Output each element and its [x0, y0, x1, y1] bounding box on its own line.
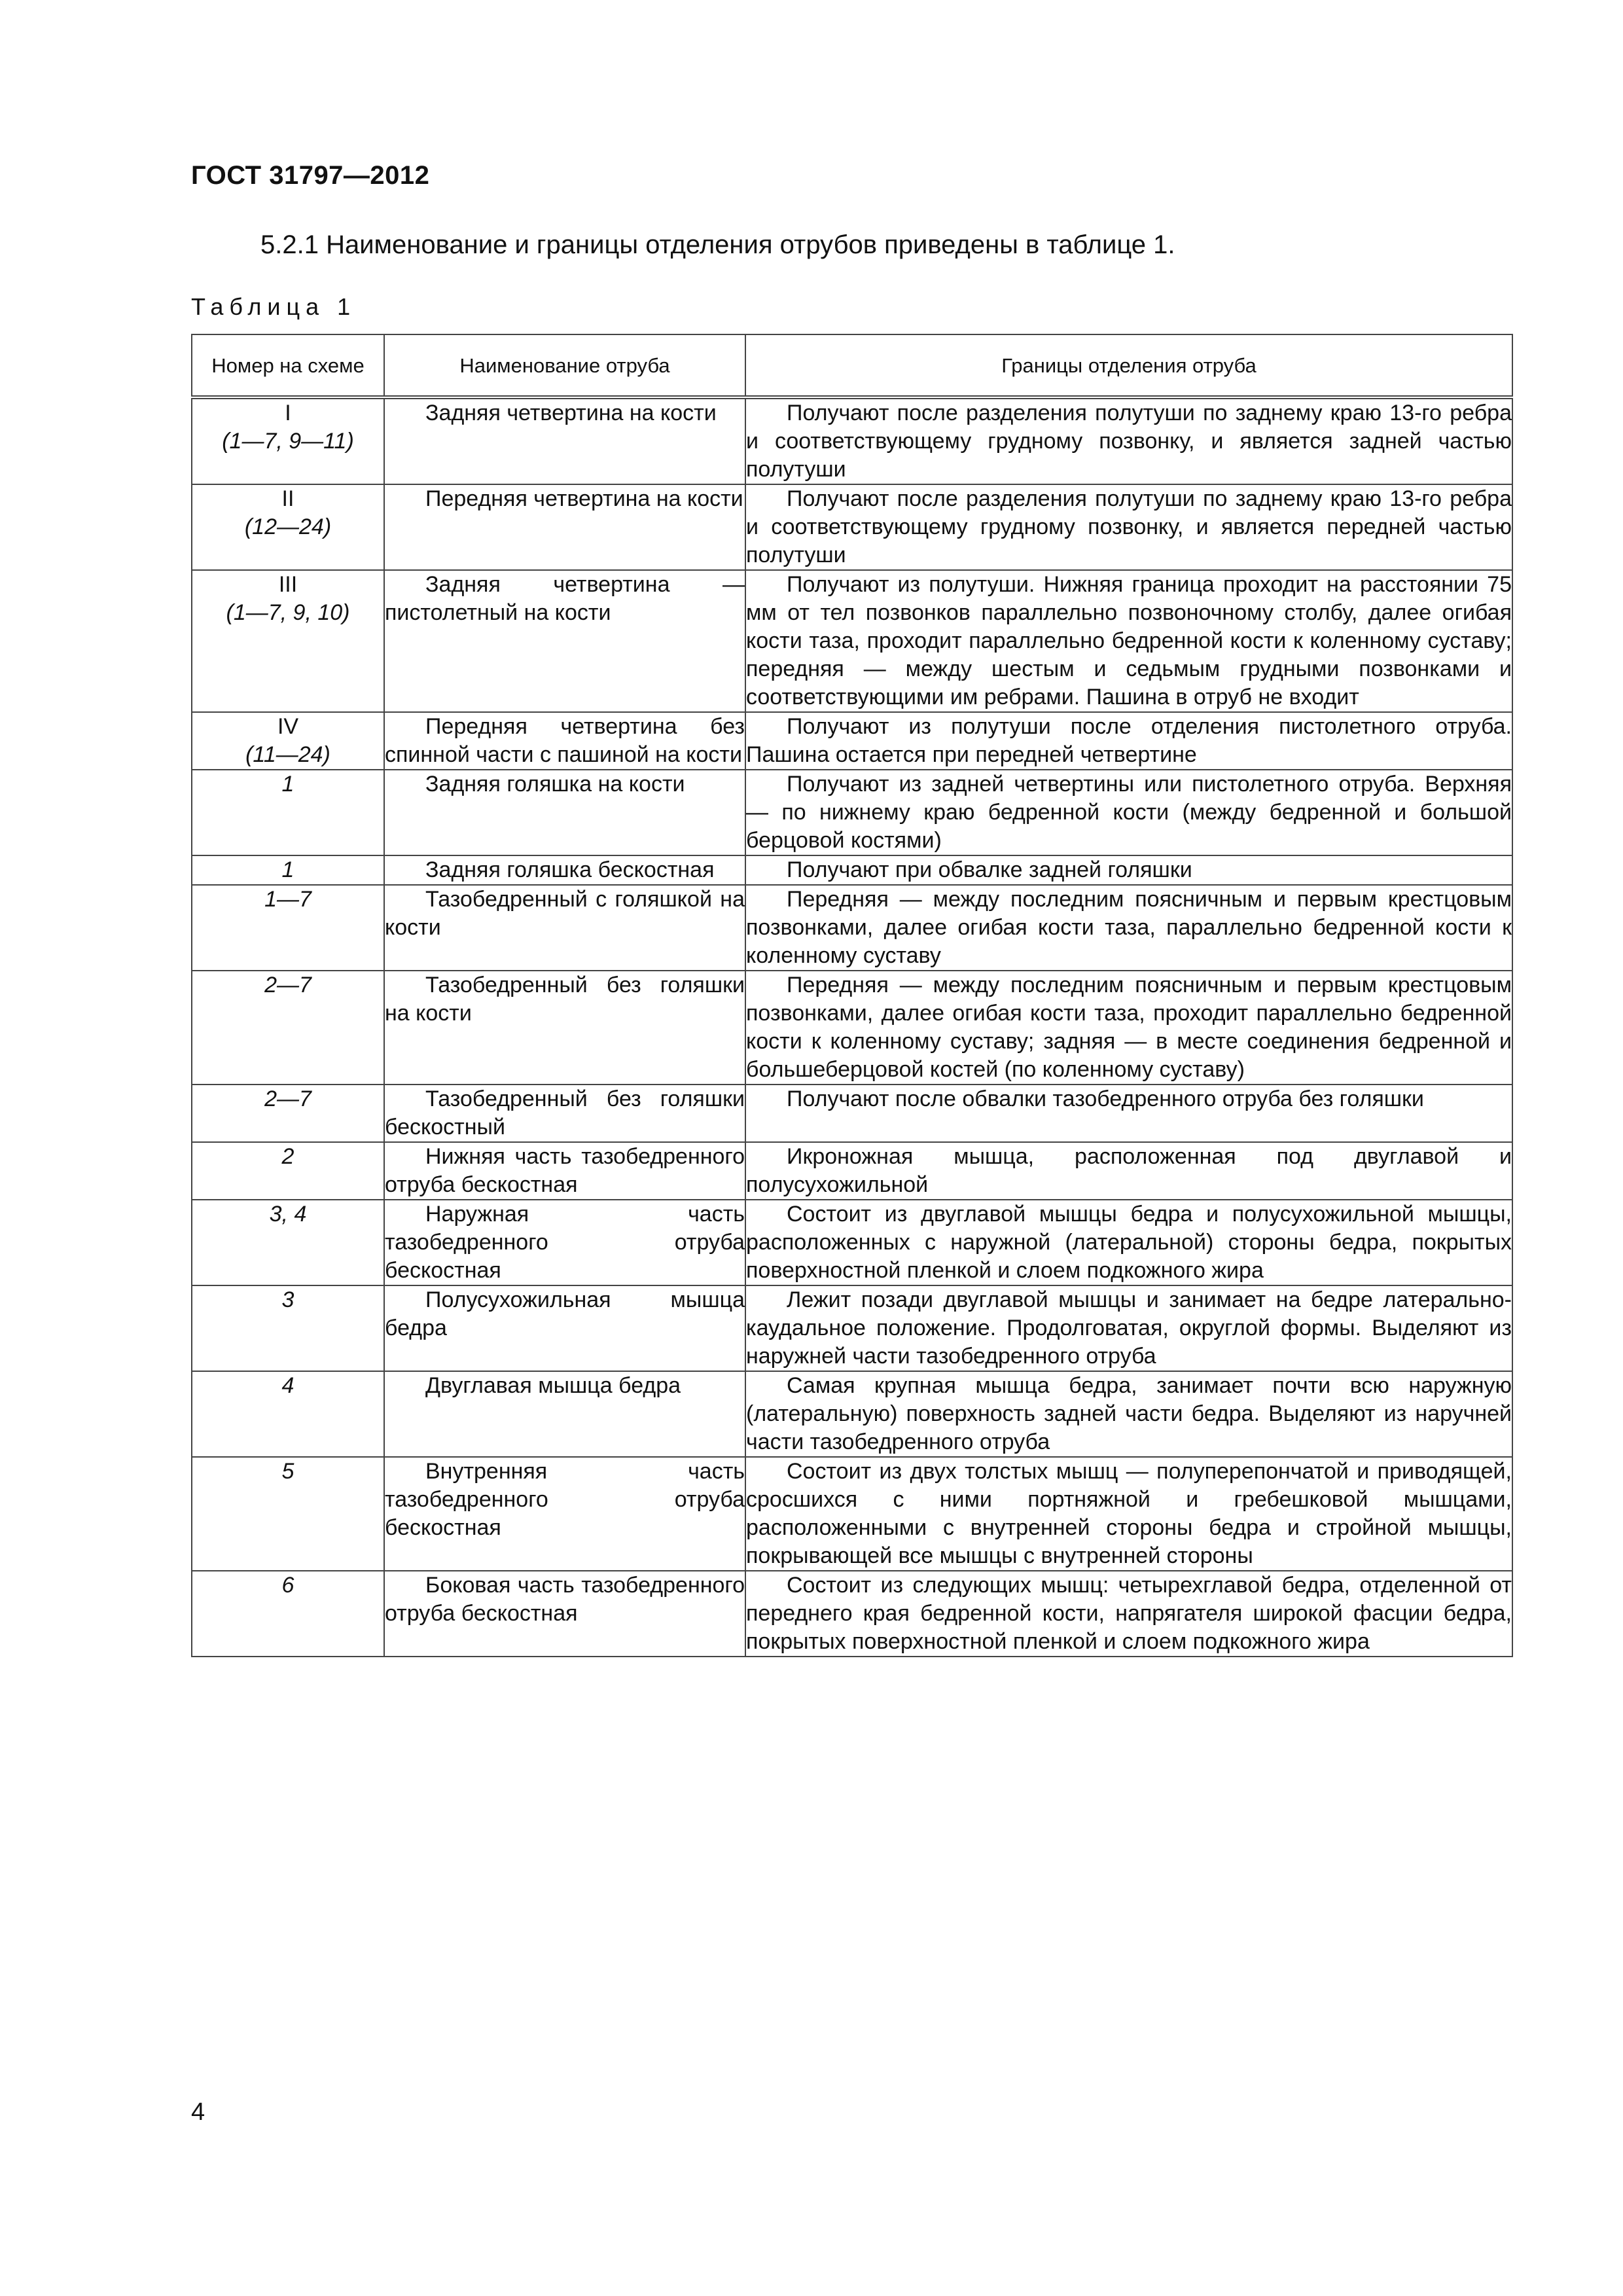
scheme-number-cell: [192, 885, 384, 971]
table-row: [192, 712, 1512, 770]
table-caption: Таблица 1: [191, 293, 357, 320]
cut-boundaries-cell: Состоит из двух толстых мышц — полуперепончатой и приводящей, сросшихся с ними портняжной и гребешковой мышцами, расположенными с внутренней стороны бедра и стройной мышцы, покрывающей все мышцы с внутренней стороны: [745, 1457, 1512, 1571]
cut-name-cell: Передняя четвертина на кости: [384, 484, 745, 570]
table-row: [192, 570, 1512, 712]
cut-boundaries-cell: Получают после разделения полутуши по заднему краю 13-го ребра и соответствующему грудному позвонку, и является передней частью полутуши: [745, 484, 1512, 570]
cut-boundaries-cell: Получают из полутуши. Нижняя граница проходит на расстоянии 75 мм от тел позвонков параллельно позвоночному столбу, далее огибая кости таза, проходит параллельно бедренной кости к коленному суставу; передняя — между шестым и седьмым грудными позвонками и соответствующими им ребрами. Пашина в отруб не входит: [745, 570, 1512, 712]
scheme-number-cell: [192, 1285, 384, 1371]
cut-name-cell: Задняя четвертина — пистолетный на кости: [384, 570, 745, 712]
document-header: ГОСТ 31797—2012: [191, 161, 430, 190]
table-body: [192, 397, 1512, 1657]
scheme-number-cell: [192, 1571, 384, 1657]
table-row: [192, 1457, 1512, 1571]
cut-boundaries-cell: Получают из полутуши после отделения пистолетного отруба. Пашина остается при передней четвертине: [745, 712, 1512, 770]
cut-boundaries-cell: Передняя — между последним поясничным и первым крестцовым позвонками, далее огибая кости таза, параллельно бедренной кости к коленному суставу: [745, 885, 1512, 971]
table-row: [192, 1142, 1512, 1200]
cut-name-cell: Тазобедренный без голяшки на кости: [384, 971, 745, 1085]
scheme-number-cell: [192, 484, 384, 570]
table-row: [192, 1085, 1512, 1142]
cut-name-cell: Передняя четвертина без спинной части с пашиной на кости: [384, 712, 745, 770]
table-row: [192, 971, 1512, 1085]
table-row: [192, 397, 1512, 484]
scheme-number: 1—7: [264, 887, 312, 912]
table-header-row: [192, 334, 1512, 397]
column-header-boundaries: Границы отделения отруба: [745, 334, 1512, 397]
cut-name-cell: Задняя четвертина на кости: [384, 397, 745, 484]
scheme-number-cell: [192, 971, 384, 1085]
cuts-table: [191, 334, 1513, 1657]
cut-name-cell: Нижняя часть тазобедренного отруба бескостная: [384, 1142, 745, 1200]
cut-boundaries-cell: Получают из задней четвертины или пистолетного отруба. Верхняя — по нижнему краю бедренной кости (между бедренной и большой берцовой костями): [745, 770, 1512, 855]
cut-name-cell: Задняя голяшка на кости: [384, 770, 745, 855]
scheme-number: 1: [281, 857, 294, 882]
roman-numeral: II: [281, 486, 294, 511]
cut-name-cell: Внутренняя часть тазобедренного отруба бескостная: [384, 1457, 745, 1571]
scheme-number: 2—7: [264, 973, 312, 997]
scheme-number-cell: [192, 712, 384, 770]
cut-name-cell: Задняя голяшка бескостная: [384, 855, 745, 885]
table-row: [192, 484, 1512, 570]
column-header-name: Наименование отруба: [384, 334, 745, 397]
cut-name-cell: Двуглавая мышца бедра: [384, 1371, 745, 1457]
roman-numeral: III: [278, 572, 298, 597]
scheme-number-cell: [192, 1457, 384, 1571]
scheme-number: 2—7: [264, 1086, 312, 1111]
scheme-number: 6: [281, 1573, 294, 1598]
cut-name-cell: Тазобедренный с голяшкой на кости: [384, 885, 745, 971]
scheme-number-cell: [192, 1142, 384, 1200]
cut-boundaries-cell: Передняя — между последним поясничным и первым крестцовым позвонками, далее огибая кости таза, проходит параллельно бедренной кости к коленному суставу; задняя — в месте соединения бедренной и большеберцовой костей (по коленному суставу): [745, 971, 1512, 1085]
cut-boundaries-cell: Получают после разделения полутуши по заднему краю 13-го ребра и соответствующему грудному позвонку, и является задней частью полутуши: [745, 397, 1512, 484]
cut-boundaries-cell: Самая крупная мышца бедра, занимает почти всю наружную (латеральную) поверхность задней части бедра. Выделяют из наручней части тазобедренного отруба: [745, 1371, 1512, 1457]
scheme-number-cell: [192, 855, 384, 885]
scheme-number: 3: [281, 1287, 294, 1312]
cut-boundaries-cell: Получают после обвалки тазобедренного отруба без голяшки: [745, 1085, 1512, 1142]
table-row: [192, 855, 1512, 885]
scheme-number-cell: [192, 1371, 384, 1457]
cut-boundaries-cell: Лежит позади двуглавой мышцы и занимает на бедре латерально-каудальное положение. Продолговатая, округлой формы. Выделяют из наружней части тазобедренного отруба: [745, 1285, 1512, 1371]
intro-paragraph: 5.2.1 Наименование и границы отделения отрубов приведены в таблице 1.: [260, 230, 1175, 259]
table-row: [192, 770, 1512, 855]
cut-boundaries-cell: Состоит из следующих мышц: четырехглавой бедра, отделенной от переднего края бедренной кости, напрягателя широкой фасции бедра, покрытых поверхностной пленкой и слоем подкожного жира: [745, 1571, 1512, 1657]
cut-boundaries-cell: Икроножная мышца, расположенная под двуглавой и полусухожильной: [745, 1142, 1512, 1200]
scheme-number: 5: [281, 1459, 294, 1484]
scheme-number: (1—7, 9—11): [222, 429, 354, 454]
cut-name-cell: Боковая часть тазобедренного отруба бескостная: [384, 1571, 745, 1657]
cut-name-cell: Тазобедренный без голяшки бескостный: [384, 1085, 745, 1142]
scheme-number: 4: [281, 1373, 294, 1398]
cut-name-cell: Полусухожильная мышца бедра: [384, 1285, 745, 1371]
table-row: [192, 1285, 1512, 1371]
table-row: [192, 1571, 1512, 1657]
table-row: [192, 885, 1512, 971]
scheme-number-cell: [192, 1085, 384, 1142]
roman-numeral: I: [285, 401, 291, 425]
scheme-number-cell: [192, 1200, 384, 1285]
scheme-number-cell: [192, 570, 384, 712]
scheme-number: 1: [281, 772, 294, 797]
page-number: 4: [191, 2098, 205, 2126]
table-row: [192, 1371, 1512, 1457]
roman-numeral: IV: [277, 714, 299, 739]
scheme-number: (11—24): [245, 742, 330, 767]
scheme-number: (12—24): [244, 514, 332, 539]
table-row: [192, 1200, 1512, 1285]
cut-name-cell: Наружная часть тазобедренного отруба бескостная: [384, 1200, 745, 1285]
cut-boundaries-cell: Получают при обвалке задней голяшки: [745, 855, 1512, 885]
scheme-number: 3, 4: [269, 1202, 307, 1227]
scheme-number: (1—7, 9, 10): [226, 600, 350, 625]
scheme-number-cell: [192, 397, 384, 484]
scheme-number: 2: [281, 1144, 294, 1169]
scheme-number-cell: [192, 770, 384, 855]
column-header-number: Номер на схеме: [192, 334, 384, 397]
cut-boundaries-cell: Состоит из двуглавой мышцы бедра и полусухожильной мышцы, расположенных с наружной (латеральной) стороны бедра, покрытых поверхностной пленкой и слоем подкожного жира: [745, 1200, 1512, 1285]
